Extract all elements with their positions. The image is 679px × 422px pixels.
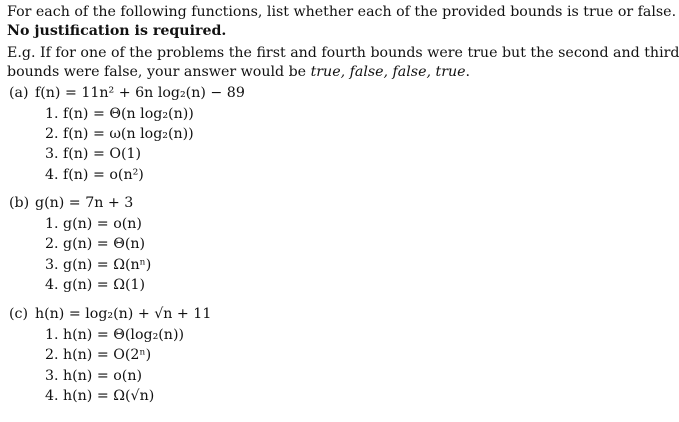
problem-b bbox=[7, 192, 607, 296]
problem-document bbox=[7, 3, 679, 407]
problem-a-label: (a) bbox=[9, 85, 29, 101]
bound-expression: g(n) = Ω(1) bbox=[63, 277, 146, 294]
problem-b-heading bbox=[7, 192, 607, 214]
bound-expression: h(n) = o(n) bbox=[63, 367, 143, 384]
problem-a bbox=[7, 82, 607, 185]
instructions-text: For each of the following functions, list whether each of the provided bounds is true or false. bbox=[7, 4, 677, 20]
bound-expression: f(n) = O(1) bbox=[63, 146, 142, 163]
bound-expression: h(n) = Θ(log₂(n)) bbox=[63, 326, 185, 343]
bound-number: 1. bbox=[45, 106, 59, 122]
problem-c-label: (c) bbox=[9, 305, 29, 322]
bound-item bbox=[7, 386, 607, 407]
bound-number: 3. bbox=[45, 256, 59, 273]
bound-item bbox=[7, 165, 607, 185]
bound-number: 4. bbox=[45, 166, 59, 183]
example-text-line-2 bbox=[7, 63, 607, 82]
bound-item bbox=[7, 325, 607, 346]
no-justification-note: No justification is required. bbox=[7, 23, 227, 39]
example-text-line-1: E.g. If for one of the problems the first and fourth bounds were true but the second and third bbox=[7, 45, 679, 61]
bound-item bbox=[7, 124, 607, 144]
bound-expression: f(n) = o(n²) bbox=[63, 166, 144, 183]
spacer bbox=[7, 296, 607, 301]
bound-number: 3. bbox=[45, 367, 59, 384]
example-text-prefix: bounds were false, your answer would be bbox=[7, 64, 311, 80]
bound-number: 3. bbox=[45, 146, 59, 163]
bound-expression: g(n) = Ω(nⁿ) bbox=[63, 256, 152, 273]
bound-number: 1. bbox=[45, 326, 59, 343]
bound-expression: h(n) = Ω(√n) bbox=[63, 388, 155, 405]
problem-b-function: g(n) = 7n + 3 bbox=[35, 194, 134, 211]
bound-expression: h(n) = O(2ⁿ) bbox=[63, 347, 152, 364]
bound-expression: f(n) = ω(n log₂(n)) bbox=[63, 126, 194, 143]
bound-expression: f(n) = Θ(n log₂(n)) bbox=[63, 106, 194, 122]
bound-item bbox=[7, 366, 607, 387]
bound-item bbox=[7, 255, 607, 276]
bound-expression: g(n) = Θ(n) bbox=[63, 236, 146, 253]
problem-c-function: h(n) = log₂(n) + √n + 11 bbox=[35, 305, 212, 322]
problem-c bbox=[7, 303, 607, 407]
problem-c-heading bbox=[7, 303, 607, 325]
bound-number: 2. bbox=[45, 347, 59, 364]
bound-item bbox=[7, 104, 607, 124]
bound-number: 4. bbox=[45, 388, 59, 405]
bound-item bbox=[7, 214, 607, 235]
example-period: . bbox=[465, 64, 471, 80]
problem-a-function: f(n) = 11n² + 6n log₂(n) − 89 bbox=[35, 85, 245, 101]
problem-b-label: (b) bbox=[9, 194, 30, 211]
problem-a-heading bbox=[7, 82, 607, 104]
bound-number: 2. bbox=[45, 236, 59, 253]
bound-item bbox=[7, 275, 607, 296]
bound-number: 4. bbox=[45, 277, 59, 294]
bound-number: 2. bbox=[45, 126, 59, 143]
example-answer: true, false, false, true bbox=[310, 64, 466, 80]
spacer bbox=[7, 185, 607, 190]
bound-item bbox=[7, 234, 607, 255]
bound-number: 1. bbox=[45, 215, 59, 232]
bound-item bbox=[7, 345, 607, 366]
bound-expression: g(n) = o(n) bbox=[63, 215, 142, 232]
bound-item bbox=[7, 144, 607, 164]
